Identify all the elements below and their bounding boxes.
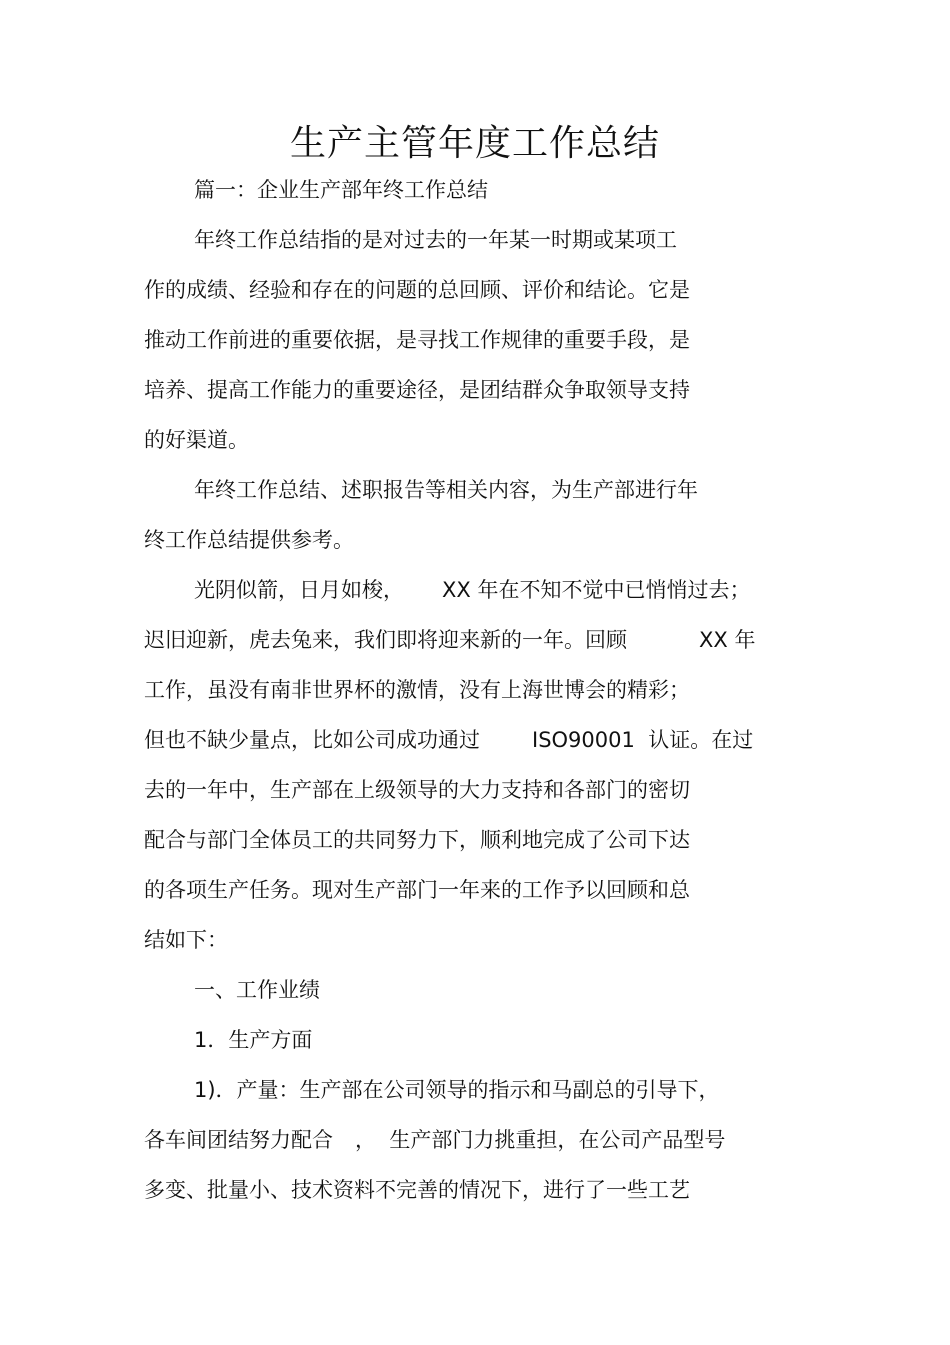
text-segment: ISO90001 认证。在过 [532,728,754,752]
paragraph-line: 配合与部门全体员工的共同努力下，顺利地完成了公司下达 [144,828,690,852]
paragraph-line: 作的成绩、经验和存在的问题的总回顾、评价和结论。它是 [144,278,690,302]
paragraph-line: 年终工作总结、述职报告等相关内容，为生产部进行年 [194,478,698,502]
paragraph-line [144,625,755,655]
text-segment: 各车间团结努力配合 [144,1128,333,1152]
text-segment: ， 生产部门力挑重担，在公司产品型号 [355,1128,726,1152]
document-subtitle: 篇一：企业生产部年终工作总结 [194,178,488,202]
paragraph-line: 工作，虽没有南非世界杯的激情，没有上海世博会的精彩； [144,678,690,702]
paragraph-line [194,575,750,605]
text-segment: 但也不缺少量点，比如公司成功通过 [144,728,480,752]
text-segment: 迟旧迎新，虎去兔来，我们即将迎来新的一年。回顾 [144,628,627,652]
paragraph-line: 多变、批量小、技术资料不完善的情况下，进行了一些工艺 [144,1178,690,1202]
paragraph-line: 推动工作前进的重要依据，是寻找工作规律的重要手段，是 [144,328,690,352]
paragraph-line: 的各项生产任务。现对生产部门一年来的工作予以回顾和总 [144,878,690,902]
paragraph-line: 培养、提高工作能力的重要途径，是团结群众争取领导支持 [144,378,690,402]
text-segment: XX 年 [699,628,756,652]
document-title: 生产主管年度工作总结 [289,123,660,164]
paragraph-line [144,1125,725,1155]
section-heading: 一、工作业绩 [194,978,320,1002]
text-segment: XX 年在不知不觉中已悄悄过去； [442,578,751,602]
paragraph-line: 1)．产量：生产部在公司领导的指示和马副总的引导下， [194,1078,720,1102]
paragraph-line: 结如下： [144,928,228,952]
text-segment: 光阴似箭，日月如梭， [194,578,404,602]
paragraph-line: 终工作总结提供参考。 [144,528,354,552]
paragraph-line: 去的一年中，生产部在上级领导的大力支持和各部门的密切 [144,778,690,802]
paragraph-line: 年终工作总结指的是对过去的一年某一时期或某项工 [194,228,677,252]
paragraph-line: 的好渠道。 [144,428,249,452]
subsection-heading: 1．生产方面 [194,1028,313,1052]
paragraph-line [144,725,753,755]
